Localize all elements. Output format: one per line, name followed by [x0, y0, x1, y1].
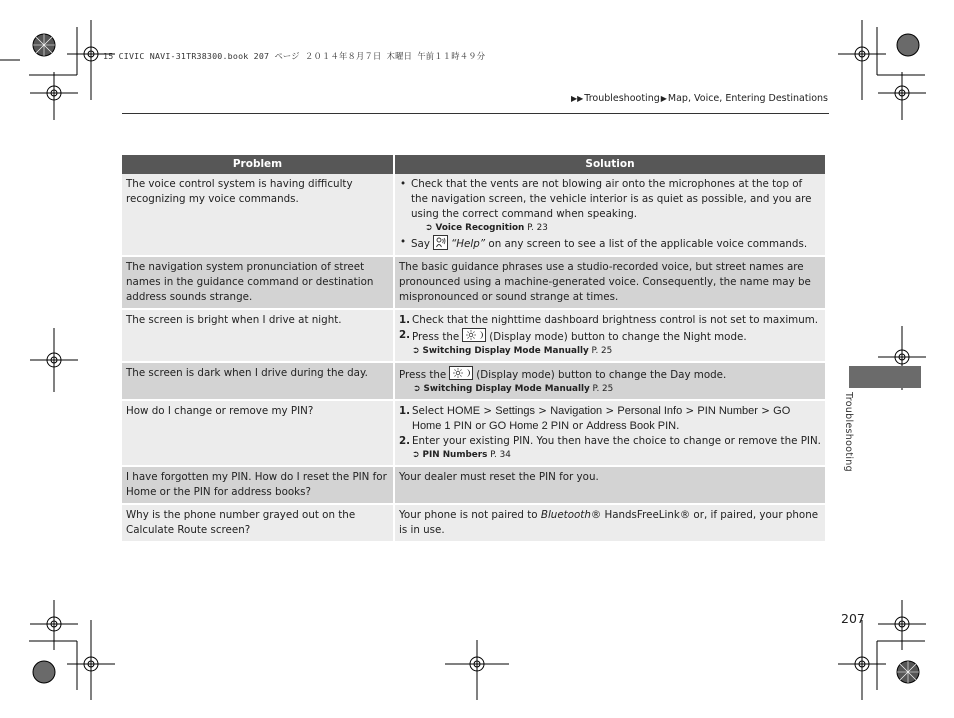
display-mode-button-icon: [462, 328, 486, 342]
list-item: [399, 235, 821, 252]
list-item: [399, 313, 821, 328]
menu-item-pin-number: PIN Number: [697, 405, 758, 417]
step-number: 2.: [399, 435, 411, 447]
step-number: 1.: [399, 314, 411, 326]
breadcrumb: [570, 93, 828, 104]
solution-cell: [394, 309, 825, 362]
breadcrumb-topic: Map, Voice, Entering Destinations: [667, 93, 828, 104]
solution-cell: [394, 362, 825, 400]
menu-separator: >: [483, 405, 492, 417]
display-mode-button-icon: [449, 366, 473, 380]
talk-button-icon: [433, 235, 448, 250]
menu-item-personal-info: Personal Info: [617, 405, 683, 417]
solution-text: Enter your existing PIN. You then have the choice to change or remove the PIN.: [412, 435, 821, 447]
problem-cell: The navigation system pronunciation of street names in the guidance command or destination address sounds strange.: [122, 256, 394, 309]
table-header-row: [122, 155, 825, 174]
solution-cell: The basic guidance phrases use a studio-recorded voice, but street names are pronounced using a machine-generated voice. Consequently, the name may be mispronounced or sound strange at times.: [394, 256, 825, 309]
solution-text: Check that the vents are not blowing air onto the microphones at the top of the navigation screen, the vehicle interior is as quiet as possible, and you are using the correct command when speaking.: [411, 178, 812, 220]
header-solution: Solution: [394, 155, 825, 174]
solution-text: or: [475, 420, 486, 432]
problem-cell: The screen is bright when I drive at night.: [122, 309, 394, 362]
reference-page: P. 25: [592, 384, 614, 394]
table-row: [122, 466, 825, 504]
reference-title: Switching Display Mode Manually: [423, 384, 590, 394]
solution-text: Say: [411, 238, 430, 250]
solution-text: on any screen to see a list of the applicable voice commands.: [488, 238, 808, 250]
breadcrumb-arrow-icon: ▶▶: [570, 94, 584, 103]
solution-text: ® HandsFreeLink® or, if paired, your phone is in use.: [399, 509, 819, 536]
reference-page: P. 23: [527, 223, 548, 233]
troubleshooting-table: [122, 155, 825, 543]
problem-cell: The screen is dark when I drive during the day.: [122, 362, 394, 400]
menu-item-home: HOME: [447, 405, 481, 417]
solution-text: Press the: [412, 331, 460, 343]
reference-arrow-icon: ➲: [425, 223, 433, 233]
menu-separator: >: [685, 405, 695, 417]
header-problem: Problem: [122, 155, 394, 174]
menu-separator: >: [605, 405, 615, 417]
step-number: 2.: [399, 329, 411, 341]
reference-arrow-icon: ➲: [413, 384, 421, 394]
problem-cell: How do I change or remove my PIN?: [122, 400, 394, 466]
bluetooth-text: Bluetooth: [540, 509, 591, 521]
menu-item-go-home-2-pin: GO Home 2 PIN: [489, 420, 570, 432]
print-header-note: 15 CIVIC NAVI-31TR38300.book 207 ページ ２０１４年８月７日 木曜日 午前１１時４９分: [103, 51, 486, 61]
list-item: [399, 434, 821, 462]
reference-page: P. 25: [591, 346, 613, 356]
table-row: [122, 256, 825, 309]
header-rule: [122, 113, 829, 114]
reference-page: P. 34: [490, 450, 511, 460]
section-side-label: [844, 392, 864, 482]
breadcrumb-separator-icon: ▶: [660, 94, 667, 103]
menu-item-go-home-1-pin: GO Home 1 PIN: [412, 405, 791, 432]
table-row: [122, 400, 825, 466]
problem-cell: Why is the phone number grayed out on the Calculate Route screen?: [122, 504, 394, 542]
reference-title: Switching Display Mode Manually: [422, 346, 589, 356]
step-number: 1.: [399, 405, 411, 417]
table-row: [122, 174, 825, 256]
solution-text: (Display mode) button to change the Day mode.: [476, 369, 727, 381]
menu-separator: >: [761, 405, 770, 417]
problem-cell: The voice control system is having difficulty recognizing my voice commands.: [122, 174, 394, 256]
menu-item-navigation: Navigation: [550, 405, 603, 417]
menu-item-address-book-pin: Address Book PIN: [586, 420, 677, 432]
table-row: [122, 504, 825, 542]
side-label-text: Troubleshooting: [843, 392, 854, 472]
problem-cell: I have forgotten my PIN. How do I reset the PIN for Home or the PIN for address books?: [122, 466, 394, 504]
table-row: [122, 362, 825, 400]
solution-cell: [394, 504, 825, 542]
cross-reference-link[interactable]: [411, 222, 821, 235]
section-tab: [849, 366, 921, 388]
reference-arrow-icon: ➲: [412, 346, 420, 356]
list-item: [399, 328, 821, 358]
cross-reference-link[interactable]: [412, 449, 821, 462]
solution-text: or: [572, 420, 583, 432]
solution-cell: Your dealer must reset the PIN for you.: [394, 466, 825, 504]
cross-reference-link[interactable]: [412, 345, 821, 358]
cross-reference-link[interactable]: [399, 383, 821, 396]
solution-text: Check that the nighttime dashboard brightness control is not set to maximum.: [412, 314, 819, 326]
solution-text: Your phone is not paired to: [399, 509, 538, 521]
list-item: [399, 177, 821, 235]
solution-text: Select: [412, 405, 444, 417]
reference-title: Voice Recognition: [435, 223, 525, 233]
reference-title: PIN Numbers: [422, 450, 488, 460]
list-item: [399, 404, 821, 434]
solution-text: Press the: [399, 369, 447, 381]
menu-item-settings: Settings: [495, 405, 535, 417]
reference-arrow-icon: ➲: [412, 450, 420, 460]
solution-text: .: [676, 420, 680, 432]
solution-cell: [394, 400, 825, 466]
solution-cell: [394, 174, 825, 256]
page-number: 207: [841, 611, 865, 626]
table-row: [122, 309, 825, 362]
breadcrumb-section[interactable]: Troubleshooting: [584, 93, 660, 104]
voice-command-text: “Help”: [450, 238, 486, 250]
menu-separator: >: [538, 405, 547, 417]
solution-text: (Display mode) button to change the Night mode.: [489, 331, 747, 343]
